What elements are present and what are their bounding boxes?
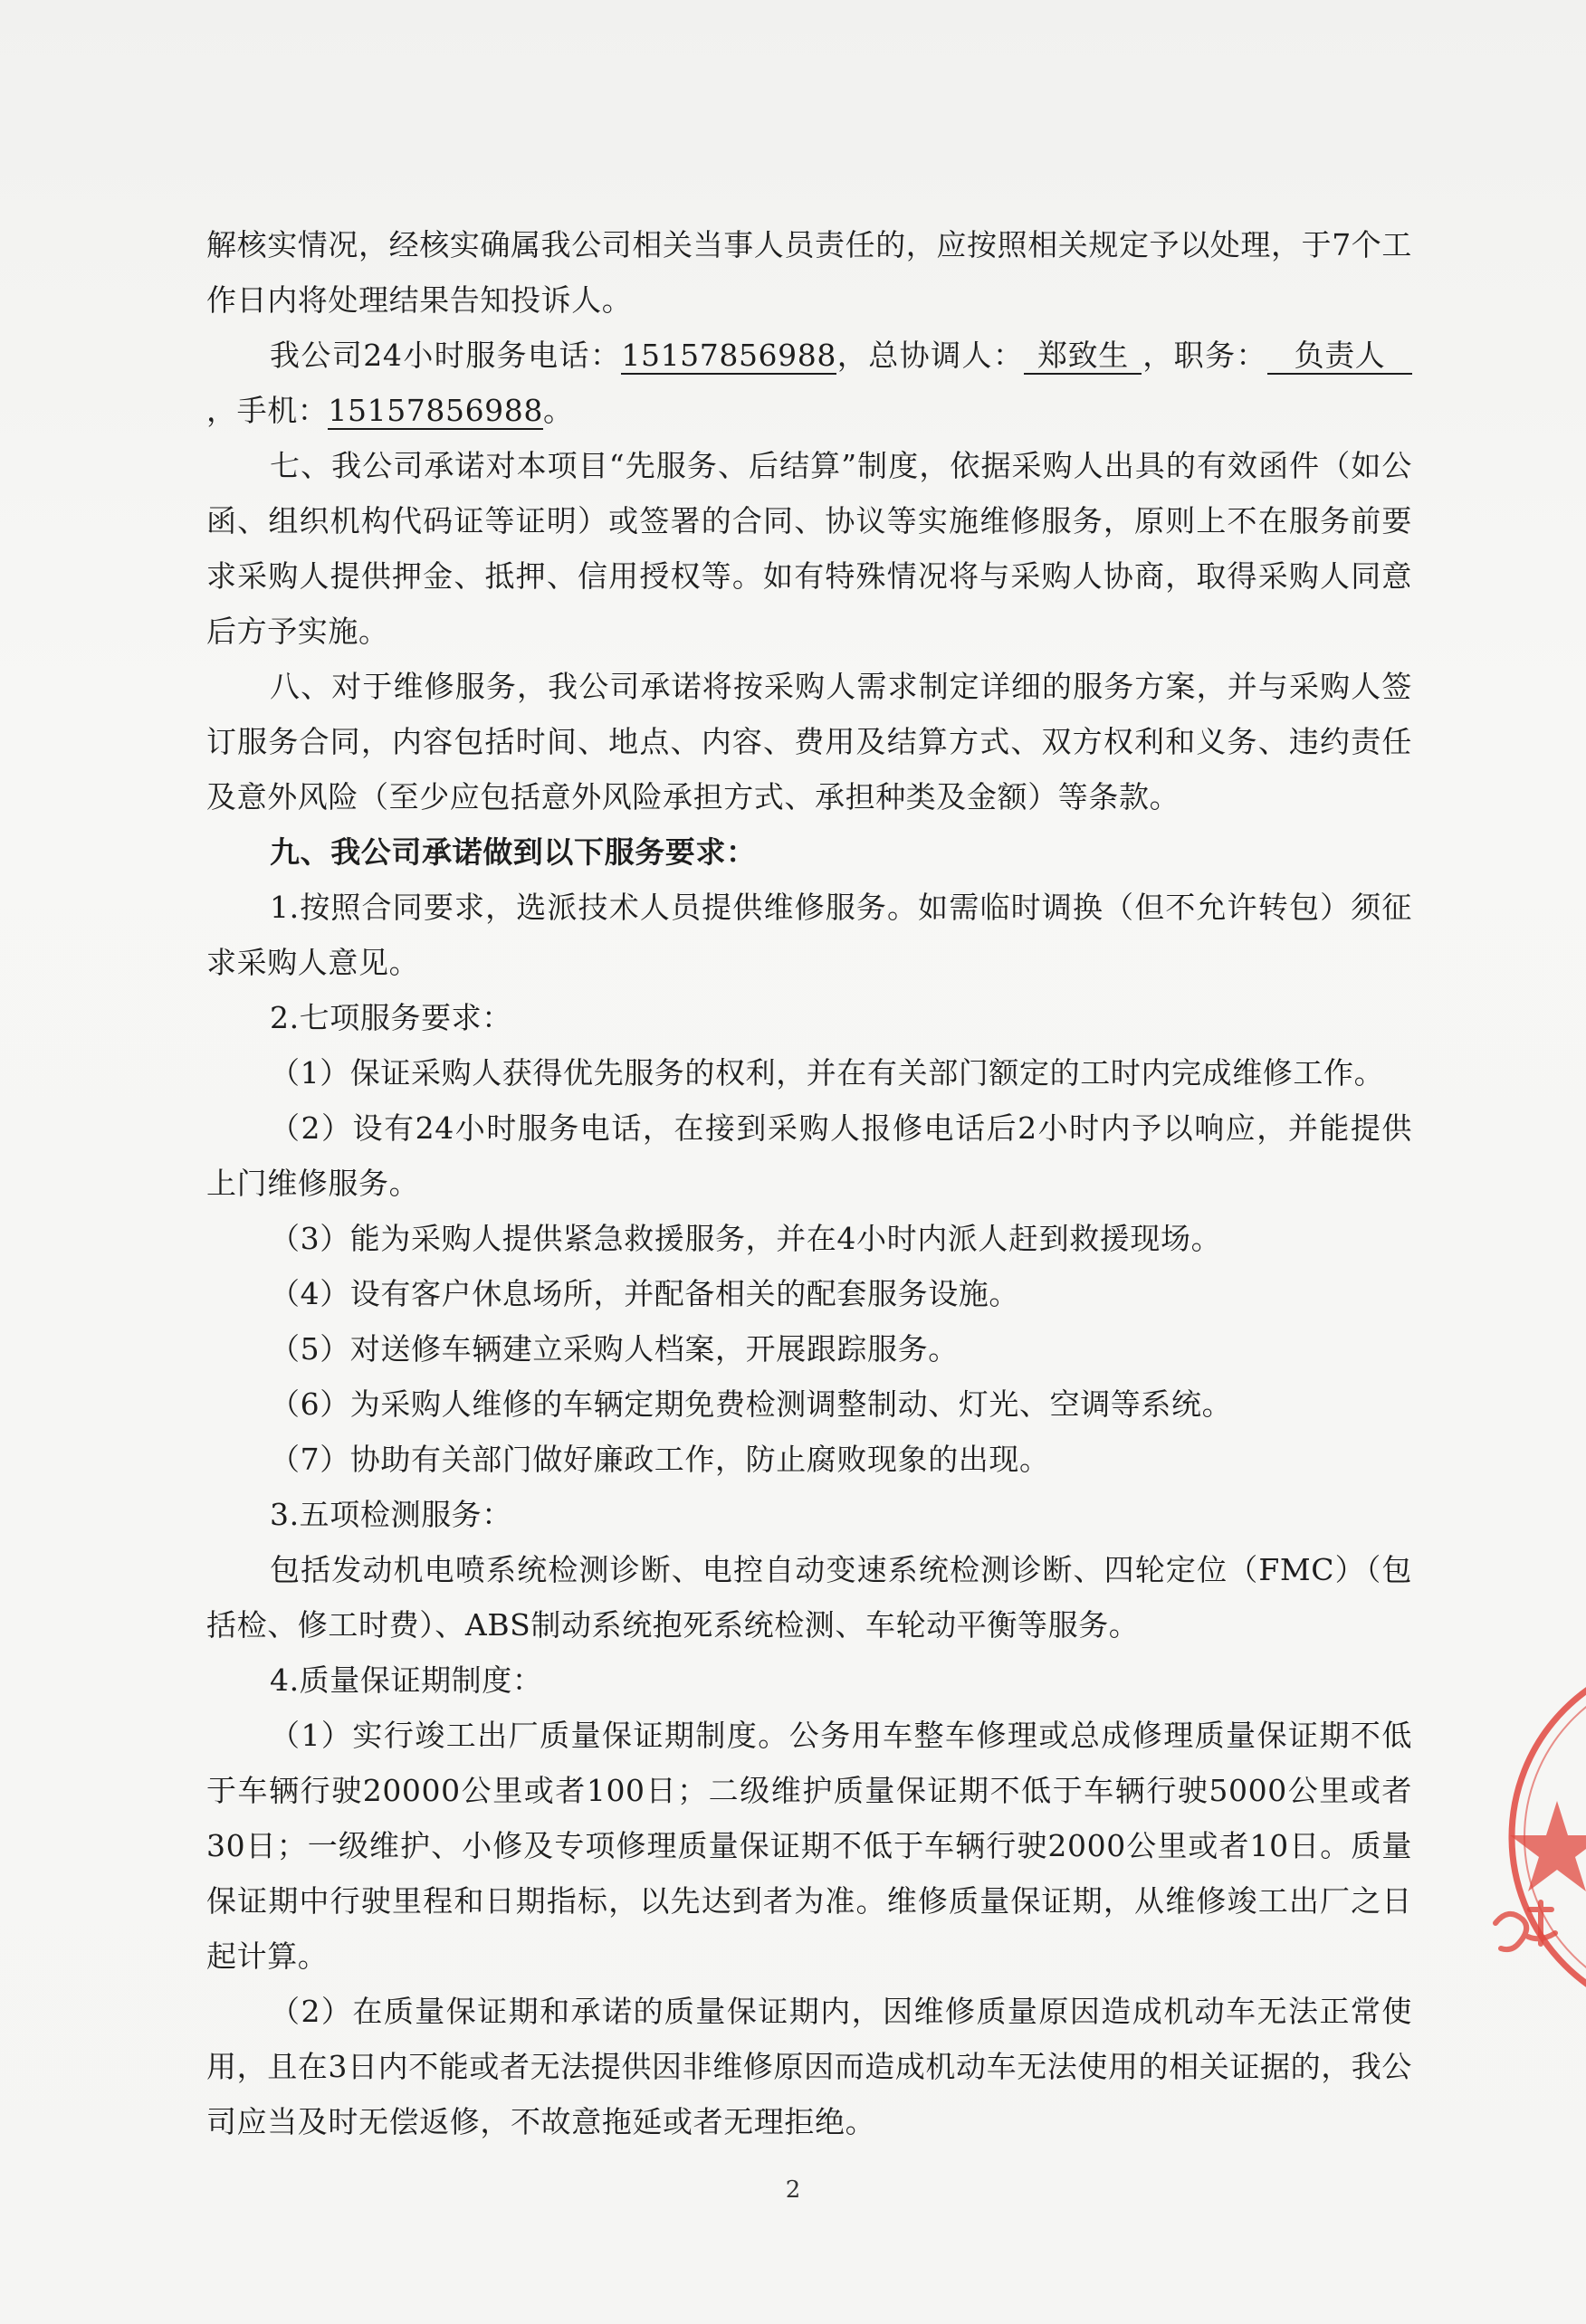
paragraph-requirement-2: （2）设有24小时服务电话，在接到采购人报修电话后2小时内予以响应，并能提供上门维修服务。: [206, 1110, 1412, 1201]
contact-prefix: 我公司24小时服务电话：: [270, 338, 622, 373]
company-seal-icon: [1485, 1665, 1586, 2009]
paragraph-requirement-4: （4）设有客户休息场所，并配备相关的配套服务设施。: [270, 1276, 1019, 1311]
mobile-label: ，手机：: [206, 393, 329, 428]
heading-service-requirements: 九、我公司承诺做到以下服务要求：: [270, 834, 757, 870]
heading-five-inspections: 3.五项检测服务：: [270, 1497, 512, 1532]
paragraph-requirement-1: （1）保证采购人获得优先服务的权利，并在有关部门额定的工时内完成维修工作。: [270, 1055, 1385, 1091]
page-number: 2: [785, 2176, 801, 2204]
coordinator-position: 负责人: [1267, 338, 1412, 375]
paragraph-complaint-handling: 解核实情况，经核实确属我公司相关当事人员责任的，应按照相关规定予以处理，于7个工作日内将处理结果告知投诉人。: [206, 227, 1412, 318]
paragraph-requirement-5: （5）对送修车辆建立采购人档案，开展跟踪服务。: [270, 1331, 959, 1367]
heading-seven-requirements: 2.七项服务要求：: [270, 1000, 512, 1035]
paragraph-contact: [206, 328, 1412, 438]
coordinator-name: 郑致生: [1024, 338, 1142, 375]
heading-warranty: 4.质量保证期制度：: [270, 1662, 543, 1698]
position-label: ，职务：: [1142, 338, 1267, 373]
coordinator-label: ，总协调人：: [836, 338, 1025, 373]
service-phone: 15157856988: [621, 338, 836, 373]
paragraph-requirement-7: （7）协助有关部门做好廉政工作，防止腐败现象的出现。: [270, 1442, 1050, 1477]
paragraph-warranty-1: （1）实行竣工出厂质量保证期制度。公务用车整车修理或总成修理质量保证期不低于车辆行驶20000公里或者100日；二级维护质量保证期不低于车辆行驶5000公里或者30日；一级维护、小修及专项修理质量保证期不低于车辆行驶2000公里或者10日。质量保证期中行驶里程和日期指标，以先达到者为准。维修质量保证期，从维修竣工出厂之日起计算。: [206, 1718, 1412, 1974]
coordinator-mobile: 15157856988: [328, 393, 543, 428]
paragraph-service-first: 七、我公司承诺对本项目“先服务、后结算”制度，依据采购人出具的有效函件（如公函、组织机构代码证等证明）或签署的合同、协议等实施维修服务，原则上不在服务前要求采购人提供押金、抵押、信用授权等。如有特殊情况将与采购人协商，取得采购人同意后方予实施。: [206, 448, 1412, 649]
paragraph-item-1: 1.按照合同要求，选派技术人员提供维修服务。如需临时调换（但不允许转包）须征求采购人意见。: [206, 890, 1412, 980]
paragraph-requirement-6: （6）为采购人维修的车辆定期免费检测调整制动、灯光、空调等系统。: [270, 1386, 1233, 1422]
paragraph-service-plan: 八、对于维修服务，我公司承诺将按采购人需求制定详细的服务方案，并与采购人签订服务合同，内容包括时间、地点、内容、费用及结算方式、双方权利和义务、违约责任及意外风险（至少应包括意外风险承担方式、承担种类及金额）等条款。: [206, 669, 1412, 814]
contact-end: 。: [542, 393, 574, 428]
paragraph-inspections: 包括发动机电喷系统检测诊断、电控自动变速系统检测诊断、四轮定位（FMC）（包括检、修工时费）、ABS制动系统抱死系统检测、车轮动平衡等服务。: [206, 1552, 1412, 1643]
paragraph-requirement-3: （3）能为采购人提供紧急救援服务，并在4小时内派人赶到救援现场。: [270, 1221, 1222, 1256]
document-body: [206, 217, 1412, 2149]
paragraph-warranty-2: （2）在质量保证期和承诺的质量保证期内，因维修质量原因造成机动车无法正常使用，且在3日内不能或者无法提供因非维修原因而造成机动车无法使用的相关证据的，我公司应当及时无偿返修，不故意拖延或者无理拒绝。: [206, 1994, 1412, 2139]
